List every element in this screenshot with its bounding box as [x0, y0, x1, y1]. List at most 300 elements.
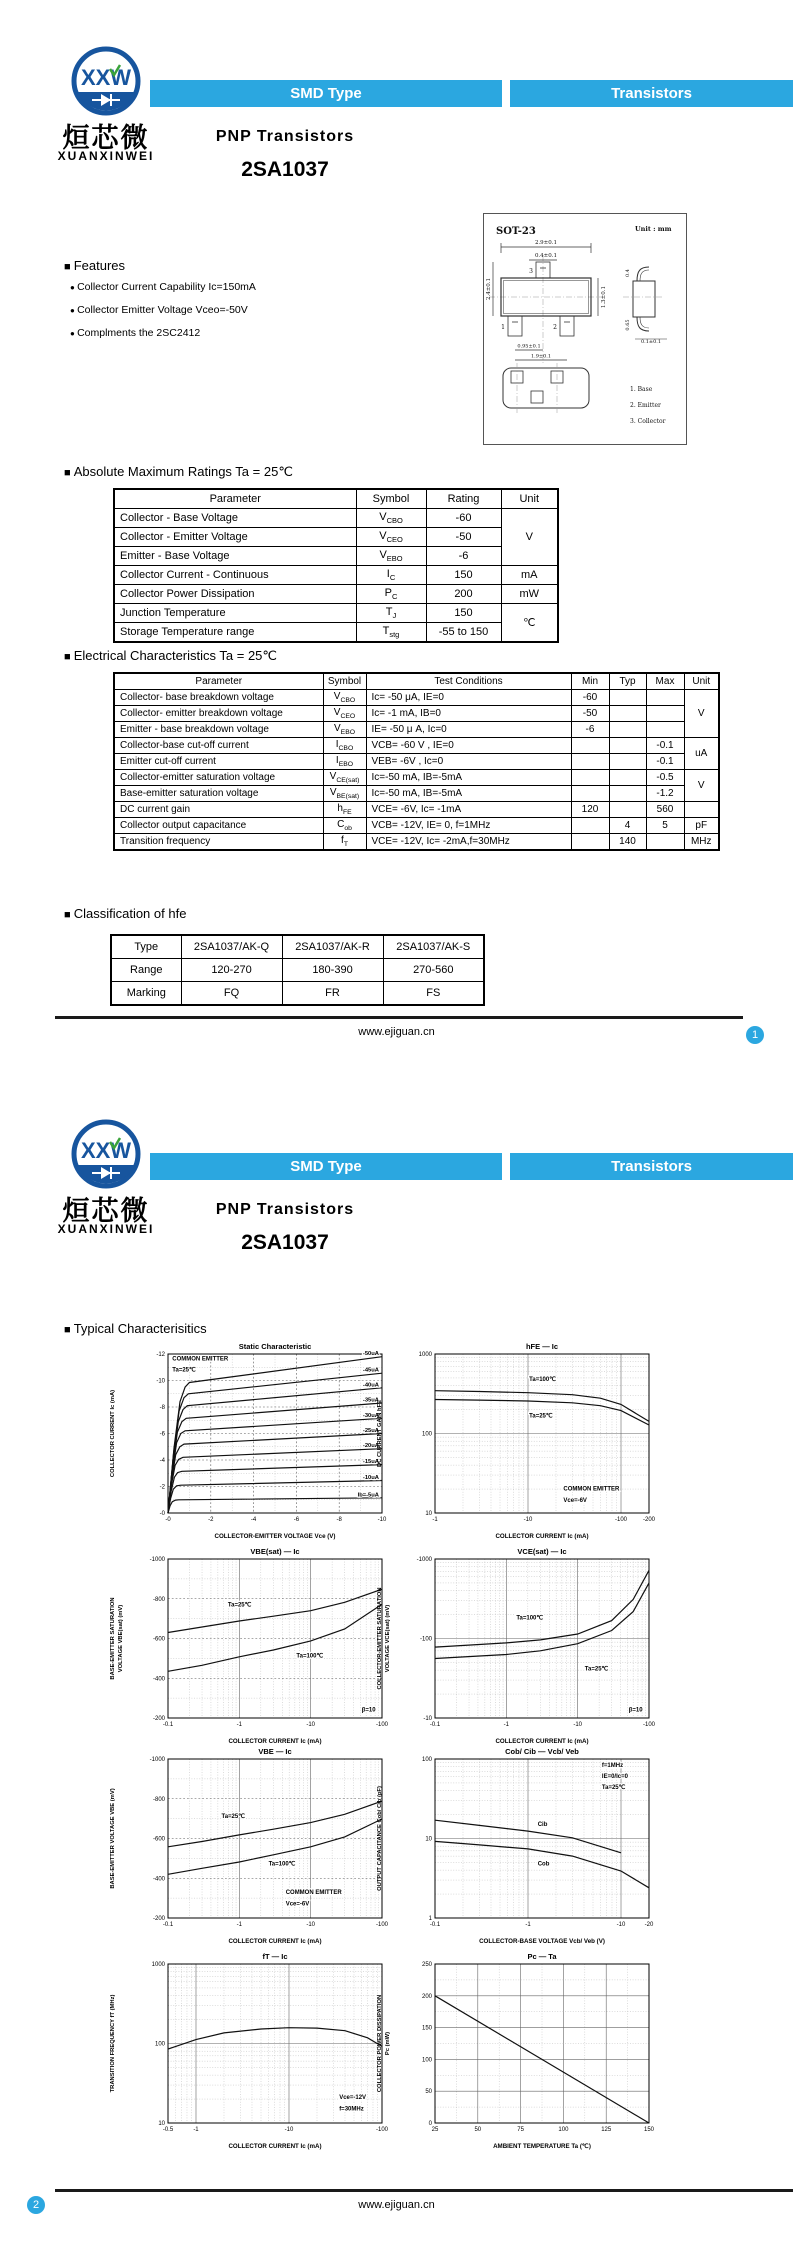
svg-text:-800: -800	[152, 1596, 165, 1603]
feature-item: ● Collector Emitter Voltage Vceo=-50V	[70, 304, 248, 316]
svg-text:-1: -1	[525, 1922, 531, 1928]
svg-text:-30uA: -30uA	[362, 1412, 379, 1419]
svg-text:COLLECTOR CURRENT Ic (mA): COLLECTOR CURRENT Ic (mA)	[228, 2143, 322, 2150]
svg-text:-1000: -1000	[149, 1557, 165, 1563]
svg-text:Pc (mW): Pc (mW)	[385, 2031, 391, 2056]
rating-cell: -6	[426, 547, 501, 566]
pin-label-base: 1. Base	[630, 386, 653, 393]
pin-number-3: 3	[529, 268, 533, 275]
max-cell: 560	[646, 802, 684, 818]
table-row	[111, 982, 484, 1006]
column-header: Parameter	[114, 673, 323, 690]
svg-text:-10: -10	[523, 1517, 533, 1523]
max-cell	[646, 690, 684, 706]
typ-cell	[609, 690, 646, 706]
symbol-cell: $I_{CBO}$	[323, 738, 366, 754]
svg-text:f=1MHz: f=1MHz	[601, 1762, 624, 1769]
svg-text:1: 1	[428, 1916, 432, 1922]
min-cell	[571, 770, 609, 786]
table-row	[114, 818, 719, 834]
svg-text:β=10: β=10	[628, 1707, 643, 1714]
typ-cell	[609, 722, 646, 738]
dim-top-width: 2.9±0.1	[534, 240, 558, 246]
svg-text:fT ― Ic: fT ― Ic	[262, 1952, 288, 1961]
parameter-cell: Collector - Emitter Voltage	[114, 528, 356, 547]
svg-text:-0: -0	[165, 1517, 171, 1523]
parameter-cell: Collector-base cut-off current	[114, 738, 323, 754]
logo-mark: XXW	[80, 65, 132, 90]
svg-text:-0.1: -0.1	[162, 1722, 174, 1728]
max-cell: 5	[646, 818, 684, 834]
svg-text:50: 50	[474, 2127, 482, 2133]
svg-text:-400: -400	[152, 1676, 165, 1683]
svg-text:Cob/ Cib ― Vcb/ Veb: Cob/ Cib ― Vcb/ Veb	[505, 1747, 579, 1756]
typ-cell	[609, 754, 646, 770]
svg-text:-10: -10	[306, 1722, 316, 1728]
page-title: PNP Transistors	[215, 1201, 355, 1218]
svg-text:100: 100	[558, 2127, 569, 2133]
parameter-cell: Collector Current - Continuous	[114, 566, 356, 585]
rating-cell: 150	[426, 566, 501, 585]
table-row	[114, 754, 719, 770]
svg-text:-800: -800	[152, 1796, 165, 1803]
symbol-cell: $I_C$	[356, 566, 426, 585]
column-header: Unit	[501, 489, 558, 509]
svg-text:-200: -200	[152, 1716, 165, 1722]
svg-text:-10: -10	[423, 1716, 432, 1722]
ft-vs-ic-chart	[105, 1951, 395, 2151]
feature-item: ● Collector Current Capability Ic=150mA	[70, 281, 256, 293]
conditions-cell: VEB= -6V , Ic=0	[366, 754, 571, 770]
company-name-cn: 烜芯微	[62, 1196, 150, 1226]
svg-text:-10: -10	[156, 1378, 165, 1385]
column-header: Parameter	[114, 489, 356, 509]
table-row	[114, 528, 558, 547]
svg-text:Ta=25℃: Ta=25℃	[172, 1367, 196, 1374]
max-cell: -0.1	[646, 754, 684, 770]
page-number-badge: 1	[746, 1026, 764, 1044]
svg-text:-10uA: -10uA	[362, 1475, 379, 1482]
unit-cell: V	[684, 770, 719, 802]
company-logo-icon	[70, 1118, 142, 1190]
row-header: Marking	[111, 982, 181, 1006]
dim-lead-top: 0.4	[625, 269, 631, 277]
svg-text:OUTPUT CAPACITANCE Cob/ Cib: OUTPUT CAPACITANCE Cob/ Cib (pF)	[377, 1786, 383, 1891]
conditions-cell: Ic= -1 mA, IB=0	[366, 706, 571, 722]
symbol-cell: $V_{CEO}$	[323, 706, 366, 722]
rating-cell: 150	[426, 604, 501, 623]
hfe-classification-table	[110, 934, 485, 1006]
pin-label-collector: 3. Collector	[630, 418, 666, 425]
svg-text:-10: -10	[377, 1517, 387, 1523]
symbol-cell: $V_{EBO}$	[356, 547, 426, 566]
svg-text:-0.1: -0.1	[162, 1922, 174, 1928]
svg-text:-6: -6	[293, 1517, 300, 1523]
svg-text:75: 75	[517, 2127, 524, 2133]
svg-text:-400: -400	[152, 1876, 165, 1883]
svg-text:-1: -1	[236, 1922, 243, 1928]
package-unit: Unit : mm	[635, 225, 672, 233]
typ-cell: 140	[609, 834, 646, 851]
features-heading: ■ Features	[64, 258, 125, 273]
svg-text:Ta=25℃: Ta=25℃	[529, 1413, 553, 1420]
svg-text:1000: 1000	[151, 1962, 165, 1968]
svg-text:-100: -100	[375, 1722, 389, 1728]
parameter-cell: Junction Temperature	[114, 604, 356, 623]
symbol-cell: $C_{ob}$	[323, 818, 366, 834]
footer-url[interactable]: www.ejiguan.cn	[358, 2199, 435, 2211]
svg-text:VOLTAGE VBE(sat) (mV): VOLTAGE VBE(sat) (mV)	[118, 1604, 124, 1673]
svg-text:-200: -200	[642, 1517, 656, 1523]
svg-text:-8: -8	[336, 1517, 342, 1523]
svg-text:Cob: Cob	[537, 1861, 550, 1868]
svg-text:-10: -10	[573, 1722, 583, 1728]
min-cell	[571, 818, 609, 834]
unit-cell: V	[501, 509, 558, 566]
parameter-cell: Base-emitter saturation voltage	[114, 786, 323, 802]
svg-text:Vce=-6V: Vce=-6V	[563, 1497, 587, 1504]
table-row	[114, 604, 558, 623]
svg-text:Ib=-5uA: Ib=-5uA	[357, 1492, 379, 1499]
svg-text:Pc ― Ta: Pc ― Ta	[527, 1952, 557, 1961]
banner-transistors: Transistors	[510, 80, 793, 107]
typ-cell	[609, 770, 646, 786]
static-characteristic-chart	[105, 1341, 395, 1541]
value-cell: 120-270	[181, 959, 282, 982]
svg-text:Ta=100℃: Ta=100℃	[529, 1377, 556, 1384]
svg-text:100: 100	[421, 1757, 432, 1763]
dim-pin-width: 0.4±0.1	[534, 253, 558, 259]
svg-text:AMBIENT TEMPERATURE Ta (℃): AMBIENT TEMPERATURE Ta (℃)	[493, 2143, 591, 2150]
unit-cell: V	[684, 690, 719, 738]
svg-text:Static Characteristic: Static Characteristic	[238, 1342, 312, 1351]
column-header: Unit	[684, 673, 719, 690]
max-cell: -0.1	[646, 738, 684, 754]
svg-text:COLLECTOR CURRENT Ic (mA): COLLECTOR CURRENT Ic (mA)	[228, 1938, 322, 1945]
svg-text:Ta=25℃: Ta=25℃	[584, 1666, 609, 1673]
svg-text:100: 100	[154, 2041, 165, 2048]
symbol-cell: $h_{FE}$	[323, 802, 366, 818]
min-cell	[571, 786, 609, 802]
typ-cell	[609, 706, 646, 722]
symbol-cell: $P_C$	[356, 585, 426, 604]
svg-text:-0.1: -0.1	[429, 1722, 441, 1728]
svg-text:Vce=-6V: Vce=-6V	[285, 1901, 310, 1908]
svg-text:125: 125	[601, 2127, 612, 2133]
svg-text:Cib: Cib	[537, 1821, 548, 1828]
svg-text:-100: -100	[375, 1922, 389, 1928]
svg-text:-1: -1	[503, 1722, 510, 1728]
svg-text:BASE-EMITTER SATURATION: BASE-EMITTER SATURATION	[110, 1597, 116, 1680]
table-row	[114, 722, 719, 738]
svg-text:-10: -10	[284, 2127, 294, 2133]
conditions-cell: IE= -50 μ A, Ic=0	[366, 722, 571, 738]
svg-text:COLLECTOR CURRENT Ic (mA): COLLECTOR CURRENT Ic (mA)	[495, 1738, 589, 1745]
table-row	[114, 706, 719, 722]
conditions-cell: VCB= -12V, IE= 0, f=1MHz	[366, 818, 571, 834]
svg-text:-20uA: -20uA	[362, 1443, 379, 1450]
min-cell: -6	[571, 722, 609, 738]
svg-text:COLLECTOR POWER DISSIPATION: COLLECTOR POWER DISSIPATION	[377, 1994, 383, 2093]
footer-rule	[55, 2189, 793, 2192]
typ-cell	[609, 738, 646, 754]
rating-cell: 200	[426, 585, 501, 604]
svg-text:-4: -4	[159, 1458, 165, 1464]
svg-text:-8: -8	[159, 1405, 165, 1411]
svg-text:-1000: -1000	[149, 1757, 165, 1763]
pin-number-2: 2	[553, 324, 557, 331]
unit-cell: ℃	[501, 604, 558, 643]
table-row	[114, 509, 558, 528]
svg-text:-0: -0	[159, 1511, 165, 1517]
banner-smd-type: SMD Type	[150, 80, 502, 107]
page1-header	[0, 0, 793, 210]
svg-text:-100: -100	[419, 1636, 432, 1643]
parameter-cell: Emitter - Base Voltage	[114, 547, 356, 566]
svg-text:-200: -200	[152, 1916, 165, 1922]
parameter-cell: DC current gain	[114, 802, 323, 818]
svg-text:IE=0/Ic=0: IE=0/Ic=0	[601, 1774, 628, 1781]
svg-text:-40uA: -40uA	[362, 1382, 379, 1389]
svg-text:VBE ― Ic: VBE ― Ic	[258, 1747, 292, 1756]
cob-cib-vs-vcb-chart	[372, 1746, 662, 1946]
parameter-cell: Collector - Base Voltage	[114, 509, 356, 528]
symbol-cell: $I_{EBO}$	[323, 754, 366, 770]
svg-text:-45uA: -45uA	[362, 1367, 379, 1374]
table-row	[114, 834, 719, 851]
symbol-cell: $V_{CE(sat)}$	[323, 770, 366, 786]
electrical-characteristics-table	[113, 672, 720, 851]
max-cell: -1.2	[646, 786, 684, 802]
amr-heading: ■ Absolute Maximum Ratings Ta = 25℃	[64, 464, 293, 480]
company-name-en: XUANXINWEI	[57, 1222, 155, 1236]
svg-text:Ta=100℃: Ta=100℃	[268, 1861, 296, 1868]
svg-text:hFE ― Ic: hFE ― Ic	[525, 1342, 559, 1351]
value-cell: 270-560	[383, 959, 484, 982]
svg-text:-4: -4	[250, 1517, 257, 1523]
max-cell: -0.5	[646, 770, 684, 786]
pc-vs-ta-chart	[372, 1951, 662, 2151]
svg-text:DC CURRENT GAIN hFE: DC CURRENT GAIN hFE	[377, 1400, 383, 1467]
company-name-en: XUANXINWEI	[57, 149, 155, 163]
min-cell	[571, 754, 609, 770]
svg-text:Vce=-12V: Vce=-12V	[339, 2095, 367, 2102]
svg-text:-15uA: -15uA	[362, 1459, 379, 1466]
svg-text:-1: -1	[432, 1517, 438, 1523]
svg-text:10: 10	[425, 1836, 432, 1843]
pin-number-1: 1	[501, 324, 505, 331]
svg-text:-1000: -1000	[416, 1557, 432, 1563]
value-cell: 180-390	[282, 959, 383, 982]
table-row	[114, 690, 719, 706]
table-row	[114, 547, 558, 566]
min-cell: 120	[571, 802, 609, 818]
svg-text:100: 100	[421, 1431, 432, 1438]
absolute-maximum-ratings-table	[113, 488, 559, 643]
table-row	[114, 802, 719, 818]
svg-text:1000: 1000	[418, 1352, 432, 1358]
dim-pin-pitch: 0.95±0.1	[517, 343, 541, 350]
value-cell: FR	[282, 982, 383, 1006]
svg-text:-1: -1	[236, 1722, 243, 1728]
parameter-cell: Emitter cut-off current	[114, 754, 323, 770]
page2-header	[0, 1073, 793, 1283]
vbe-vs-ic-chart	[105, 1746, 395, 1946]
table-row	[111, 935, 484, 959]
max-cell	[646, 722, 684, 738]
value-cell: 2SA1037/AK-S	[383, 935, 484, 959]
svg-text:BASE-EMITTER VOLTAGE VBE (: BASE-EMITTER VOLTAGE VBE (mV)	[110, 1788, 116, 1889]
svg-text:COLLECTOR CURRENT Ic (mA): COLLECTOR CURRENT Ic (mA)	[228, 1738, 322, 1745]
unit-cell	[684, 802, 719, 818]
parameter-cell: Collector output capacitance	[114, 818, 323, 834]
unit-cell: mW	[501, 585, 558, 604]
conditions-cell: VCE= -12V, Ic= -2mA,f=30MHz	[366, 834, 571, 851]
max-cell	[646, 706, 684, 722]
hfe-heading: ■ Classification of hfe	[64, 906, 186, 921]
svg-text:-1: -1	[193, 2127, 199, 2133]
conditions-cell: Ic=-50 mA, IB=-5mA	[366, 770, 571, 786]
symbol-cell: $V_{CBO}$	[323, 690, 366, 706]
conditions-cell: Ic= -50 μA, IE=0	[366, 690, 571, 706]
svg-text:-100: -100	[375, 2127, 389, 2133]
svg-text:TRANSITION FREQUENCY fT (M: TRANSITION FREQUENCY fT (MHz)	[110, 1994, 116, 2093]
unit-cell: uA	[684, 738, 719, 770]
symbol-cell: $V_{BE(sat)}$	[323, 786, 366, 802]
svg-text:-2: -2	[159, 1484, 165, 1491]
svg-text:-600: -600	[152, 1636, 165, 1643]
rating-cell: -50	[426, 528, 501, 547]
typ-cell	[609, 802, 646, 818]
column-header: Max	[646, 673, 684, 690]
table-row	[114, 623, 558, 643]
svg-text:50: 50	[425, 2089, 432, 2096]
svg-text:-10: -10	[616, 1922, 626, 1928]
dim-body-height: 2.4±0.1	[486, 277, 492, 301]
svg-text:-35uA: -35uA	[362, 1397, 379, 1404]
svg-text:-10: -10	[306, 1922, 316, 1928]
parameter-cell: Storage Temperature range	[114, 623, 356, 643]
parameter-cell: Collector- base breakdown voltage	[114, 690, 323, 706]
svg-text:-50uA: -50uA	[362, 1351, 379, 1358]
row-header: Type	[111, 935, 181, 959]
typ-cell	[609, 786, 646, 802]
vce-sat-vs-ic-chart	[372, 1546, 662, 1746]
pin-label-emitter: 2. Emitter	[630, 402, 661, 409]
svg-text:10: 10	[425, 1511, 432, 1517]
footer-rule	[55, 1016, 743, 1019]
svg-text:150: 150	[643, 2127, 655, 2133]
company-logo-icon	[70, 45, 142, 117]
svg-text:250: 250	[421, 1962, 432, 1968]
svg-text:COLLECTOR-BASE VOLTAGE Vcb/: COLLECTOR-BASE VOLTAGE Vcb/ Veb (V)	[479, 1938, 605, 1945]
svg-text:100: 100	[421, 2057, 432, 2064]
parameter-cell: Collector- emitter breakdown voltage	[114, 706, 323, 722]
svg-text:-6: -6	[159, 1431, 165, 1438]
svg-text:f=30MHz: f=30MHz	[339, 2106, 364, 2113]
svg-text:-25uA: -25uA	[362, 1428, 379, 1434]
svg-text:Ta=25℃: Ta=25℃	[601, 1785, 626, 1792]
svg-text:-600: -600	[152, 1836, 165, 1843]
symbol-cell: $V_{EBO}$	[323, 722, 366, 738]
parameter-cell: Transition frequency	[114, 834, 323, 851]
unit-cell: pF	[684, 818, 719, 834]
table-row	[114, 786, 719, 802]
svg-text:25: 25	[431, 2127, 439, 2133]
svg-text:10: 10	[158, 2121, 165, 2127]
svg-text:Ta=25℃: Ta=25℃	[221, 1813, 245, 1820]
rating-cell: -55 to 150	[426, 623, 501, 643]
row-header: Range	[111, 959, 181, 982]
column-header: Symbol	[323, 673, 366, 690]
column-header: Rating	[426, 489, 501, 509]
symbol-cell: $T_{stg}$	[356, 623, 426, 643]
value-cell: FS	[383, 982, 484, 1006]
dim-pin-span: 1.9±0.1	[530, 353, 552, 360]
page-title: PNP Transistors	[215, 128, 355, 145]
min-cell	[571, 738, 609, 754]
page-number-badge: 2	[27, 2196, 45, 2214]
svg-text:Ta=100℃: Ta=100℃	[516, 1615, 544, 1622]
svg-text:COLLECTOR CURRENT Ic (mA): COLLECTOR CURRENT Ic (mA)	[495, 1533, 589, 1540]
part-number: 2SA1037	[241, 158, 329, 181]
banner-transistors: Transistors	[510, 1153, 793, 1180]
typical-characteristics-heading: ■ Typical Characterisitics	[64, 1321, 207, 1336]
dim-inner-height: 1.3±0.1	[601, 285, 607, 309]
svg-text:β=10: β=10	[361, 1707, 376, 1714]
column-header: Symbol	[356, 489, 426, 509]
parameter-cell: Collector Power Dissipation	[114, 585, 356, 604]
symbol-cell: $V_{CBO}$	[356, 509, 426, 528]
logo-mark: XXW	[80, 1138, 132, 1163]
svg-text:-0.5: -0.5	[162, 2127, 174, 2133]
value-cell: 2SA1037/AK-R	[282, 935, 383, 959]
svg-text:COMMON EMITTER: COMMON EMITTER	[563, 1486, 620, 1493]
footer-url[interactable]: www.ejiguan.cn	[358, 1026, 435, 1038]
svg-text:COLLECTOR-EMITTER VOLTAGE Vc: COLLECTOR-EMITTER VOLTAGE Vce (V)	[214, 1533, 336, 1540]
parameter-cell: Collector-emitter saturation voltage	[114, 770, 323, 786]
table-row	[114, 585, 558, 604]
svg-text:VCE(sat) ― Ic: VCE(sat) ― Ic	[517, 1547, 567, 1556]
svg-text:-20: -20	[644, 1922, 654, 1928]
banner-smd-type: SMD Type	[150, 1153, 502, 1180]
unit-cell: MHz	[684, 834, 719, 851]
part-number: 2SA1037	[241, 1231, 329, 1254]
table-row	[114, 738, 719, 754]
svg-text:-0.1: -0.1	[429, 1922, 441, 1928]
svg-text:-12: -12	[156, 1352, 165, 1358]
min-cell: -50	[571, 706, 609, 722]
svg-text:-100: -100	[642, 1722, 656, 1728]
table-row	[114, 566, 558, 585]
svg-text:Ta=100℃: Ta=100℃	[296, 1653, 324, 1660]
package-name: SOT-23	[496, 226, 536, 237]
svg-text:COLLECTOR CURRENT Ic (mA): COLLECTOR CURRENT Ic (mA)	[110, 1389, 116, 1478]
company-name-cn: 烜芯微	[62, 123, 150, 153]
conditions-cell: Ic=-50 mA, IB=-5mA	[366, 786, 571, 802]
table-row	[114, 770, 719, 786]
max-cell	[646, 834, 684, 851]
column-header: Min	[571, 673, 609, 690]
conditions-cell: VCB= -60 V , IE=0	[366, 738, 571, 754]
svg-text:VBE(sat) ― Ic: VBE(sat) ― Ic	[250, 1547, 300, 1556]
symbol-cell: $T_J$	[356, 604, 426, 623]
symbol-cell: $V_{CEO}$	[356, 528, 426, 547]
svg-text:-100: -100	[614, 1517, 628, 1523]
elec-heading: ■ Electrical Characteristics Ta = 25℃	[64, 648, 277, 664]
dim-lead-bottom: 0.65	[625, 319, 631, 331]
conditions-cell: VCE= -6V, Ic= -1mA	[366, 802, 571, 818]
